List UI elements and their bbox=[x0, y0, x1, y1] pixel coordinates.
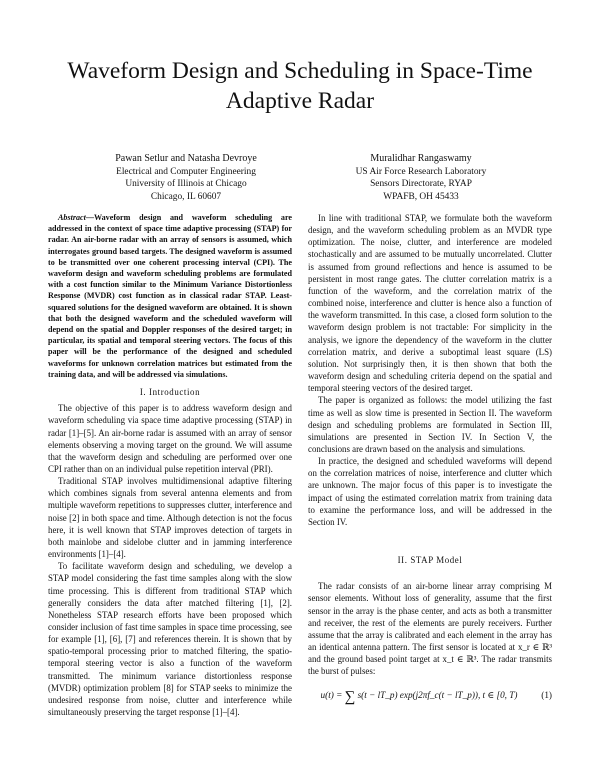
section-heading-introduction: I. Introduction bbox=[139, 387, 201, 398]
author-address: Chicago, IL 60607 bbox=[150, 191, 222, 202]
equation-1 bbox=[308, 681, 552, 715]
author-institution: Sensors Directorate, RYAP bbox=[370, 179, 472, 190]
abstract-text: —Waveform design and waveform scheduling are addressed in the context of space time adaptive processing (STAP) for radar. An air-borne radar with an array of sensors is assumed, which interrogates ground based targets. The designed waveform is assumed to be transmitted over one coherent processing interval (CPI). The waveform design and waveform scheduling problems are formulated with a cost function similar to the Minimum Variance Distortionless Response (MVDR) cost function as in classical radar STAP. Least-squared solutions for the designed waveform are obtained. It is shown that both the designed waveform and the scheduled waveform will depend on the spatial and Doppler responses of the desired target; in particular, its spatial and temporal steering vectors. The focus of this paper will be the performance of the designed and scheduled waveforms for unknown correlation matrices but estimated from the training data, and will be addressed via simulations. bbox=[48, 213, 292, 379]
section-heading-stap-model: II. STAP Model bbox=[397, 555, 463, 566]
body-paragraph: To facilitate waveform design and scheduling, we develop a STAP model considering the fast time samples along with the slow time processing. This is different from traditional STAP which generally considers the data after matched filtering [1], [2]. Nonetheless STAP research efforts have been proposed which consider inclusion of fast time samples in space time processing, see for example [1], [6], [7] and references therein. It is shown that by spatio-temporal processing prior to matched filtering, the spatio-temporal steering vector is also a function of the waveform transmitted. The minimum variance distortionless response (MVDR) optimization problem [8] for STAP seeks to minimize the undesired response from noise, clutter and interference while simultaneously preserving the target response [1]–[4]. bbox=[48, 561, 292, 718]
author-affiliation: US Air Force Research Laboratory bbox=[355, 166, 487, 177]
left-column bbox=[48, 212, 292, 718]
equation-body bbox=[308, 689, 530, 706]
body-paragraph: The radar consists of an air-borne linear array comprising M sensor elements. Without loss of generality, assume that the first sensor in the array is the phase center, and acts as both a transmitter and receiver, the rest of the elements are purely receivers. Further assume that the array is calibrated and each element in the array has an identical antenna pattern. The first sensor is located at x_r ∈ ℝ³ and the ground based point target at x_t ∈ ℝ³. The radar transmits the burst of pulses: bbox=[308, 581, 552, 677]
author-name: Muralidhar Rangaswamy bbox=[370, 153, 472, 164]
equation-lhs: u(t) = bbox=[320, 690, 343, 701]
author-block-1 bbox=[88, 153, 284, 203]
right-column bbox=[308, 212, 552, 715]
author-address: WPAFB, OH 45433 bbox=[383, 191, 459, 202]
paper-title: Waveform Design and Scheduling in Space-Time Adaptive Radar bbox=[67, 58, 533, 114]
author-block-2 bbox=[318, 153, 524, 203]
author-affiliation: Electrical and Computer Engineering bbox=[116, 166, 256, 177]
abstract-label: Abstract bbox=[58, 213, 86, 222]
body-paragraph: In line with traditional STAP, we formulate both the waveform design, and the waveform scheduling problem as an MVDR type optimization. The noise, clutter, and interference are modeled stochastically and are assumed to be mutually uncorrelated. Clutter is assumed from ground reflections and hence is assumed to be persistent in most range gates. The clutter correlation matrix is a function of the waveform, and the correlation matrix of the combined noise, interference and clutter is hence also a function of the waveform transmitted. In this case, a closed form solution to the waveform design problem is not tractable: For simplicity in the analysis, we ignore the dependency of the waveform in the clutter correlation matrix, and derive a suboptimal least square (LS) solution. Not surprisingly then, it is then shown that both the waveform design and scheduling criteria depend on the spatial and temporal steering vectors of the desired target. bbox=[308, 213, 552, 394]
author-name: Pawan Setlur and Natasha Devroye bbox=[115, 153, 257, 164]
abstract bbox=[48, 212, 292, 380]
equation-number: (1) bbox=[541, 690, 552, 701]
summation-symbol: ∑ bbox=[344, 689, 356, 706]
body-paragraph: The objective of this paper is to address waveform design and waveform scheduling via space time adaptive processing (STAP) in radar [1]–[5]. An air-borne radar is assumed with an array of sensor elements observing a moving target on the ground. We will assume that the waveform design and scheduling are performed over one CPI rather than on an individual pulse repetition interval (PRI). bbox=[48, 403, 292, 474]
body-paragraph: Traditional STAP involves multidimensional adaptive filtering which combines signals from several antenna elements and from multiple waveform repetitions to suppresses clutter, interference and noise [2] in both space and time. Although detection is not the focus here, it is well known that STAP improves detection of targets in both mainlobe and sidelobe clutter and in jamming interference environments [1]–[4]. bbox=[48, 476, 292, 560]
body-paragraph: The paper is organized as follows: the model utilizing the fast time as well as slow time is presented in Section II. The waveform design and scheduling problems are formulated in Section III, simulations are presented in Section IV. In Section V, the conclusions are drawn based on the analysis and simulations. bbox=[308, 395, 552, 454]
body-paragraph: In practice, the designed and scheduled waveforms will depend on the correlation matrices of noise, interference and clutter which are unknown. The major focus of this paper is to investigate the impact of using the estimated correlation matrix from training data to examine the performance loss, and will be addressed in the Section IV. bbox=[308, 456, 552, 527]
author-institution: University of Illinois at Chicago bbox=[125, 179, 247, 190]
equation-rhs: s(t − lT_p) exp(j2πf_c(t − lT_p)), t ∈ [0, T) bbox=[357, 690, 518, 701]
